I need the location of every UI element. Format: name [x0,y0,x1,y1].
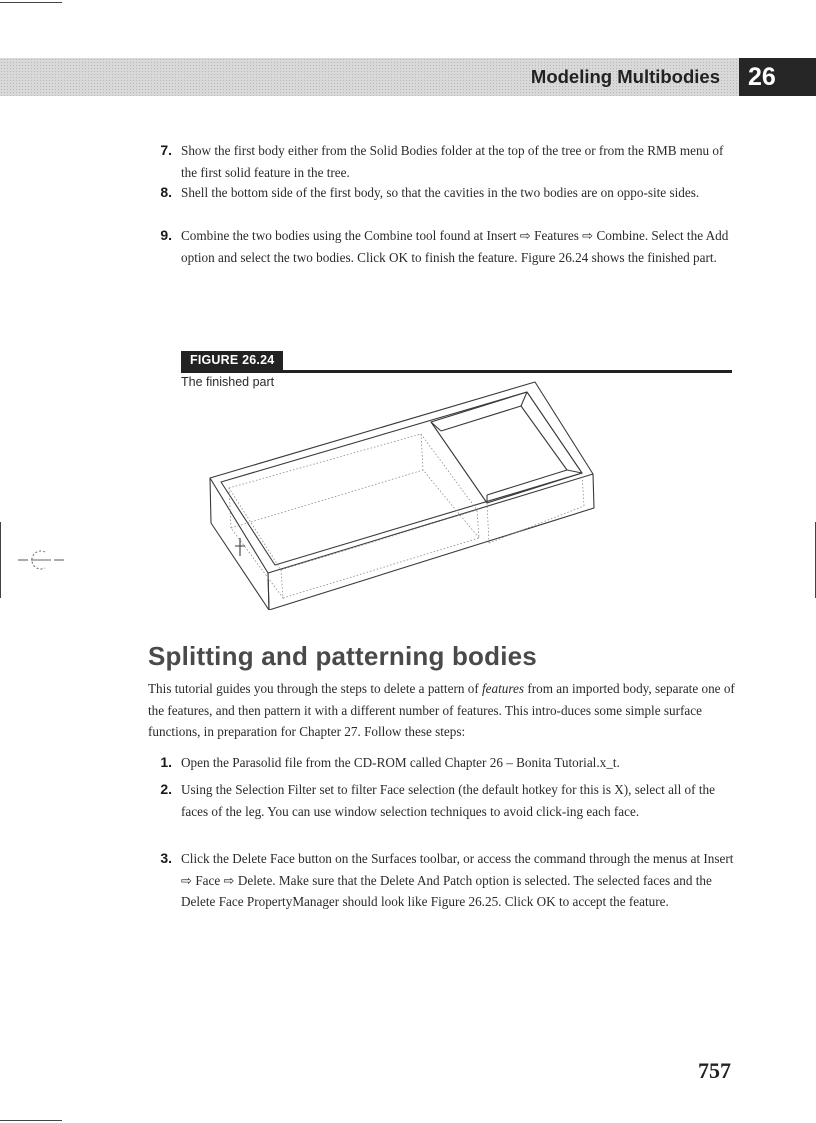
step-2 [148,779,738,822]
crop-mark-top-left [0,2,62,3]
step-text: Shell the bottom side of the first body, so that the cavities in the two bodies are on oppo-site sides. [181,185,700,200]
step-3 [148,848,738,913]
step-text: Show the first body either from the Solid Bodies folder at the top of the tree or from the RMB menu of the first solid feature in the tree. [181,143,724,180]
crop-mark-bottom-left [0,1120,62,1121]
step-1 [148,752,738,774]
step-8 [148,182,738,204]
section-heading: Splitting and patterning bodies [148,641,537,671]
step-number: 9. [160,227,172,243]
step-number: 3. [160,850,172,866]
step-number: 7. [160,142,172,158]
step-text: Combine the two bodies using the Combine tool found at Insert ⇨ Features ⇨ Combine. Select the Add option and select the two bodies. Click OK to finish the feature. Figure 26.24 shows the finished part. [181,228,729,265]
step-text: Open the Parasolid file from the CD-ROM called Chapter 26 – Bonita Tutorial.x_t. [181,755,620,770]
figure-caption: The finished part [181,375,275,389]
step-text: Using the Selection Filter set to filter Face selection (the default hotkey for this is X), select all of the faces of the leg. You can use window selection techniques to avoid click-ing each face. [181,782,715,819]
chapter-title: Modeling Multibodies [530,66,720,87]
chapter-number-tab: 26 [739,58,816,96]
step-number: 8. [160,184,172,200]
step-text: Click the Delete Face button on the Surfaces toolbar, or access the command through the menus at Insert ⇨ Face ⇨ Delete. Make sure that the Delete And Patch option is selected. The selected faces and the Delete Face PropertyManager should look like Figure 26.25. Click OK to accept the feature. [181,851,734,909]
intro-text-end: from an imported body, separate one of the features, and then pattern it with a different number of features. This intro-duces some simple surface functions, in preparation for Chapter 27. Follow these steps: [148,681,735,739]
step-7 [148,140,738,183]
step-9 [148,225,738,268]
step-number: 1. [160,754,172,770]
figure-illustration-box-part [195,378,605,610]
page-number: 757 [698,1058,731,1083]
figure-rule [181,370,732,373]
step-number: 2. [160,781,172,797]
crop-mark-left-vertical [0,522,1,598]
figure-label: FIGURE 26.24 [181,351,283,370]
registration-mark-icon [18,548,64,572]
intro-emphasis: features [482,681,525,696]
intro-text-start: This tutorial guides you through the steps to delete a pattern of [148,681,483,696]
section-intro-paragraph [148,678,748,743]
